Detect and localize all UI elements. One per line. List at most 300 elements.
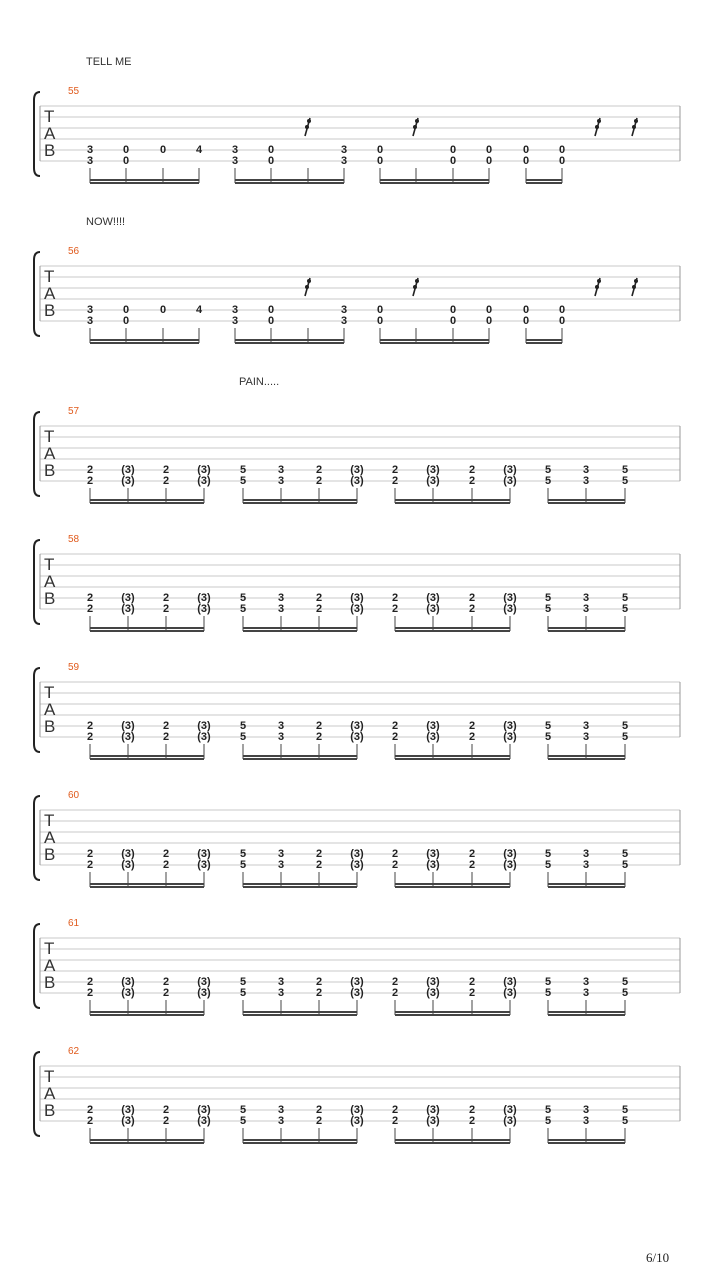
fret-number: 0 (449, 155, 457, 167)
fret-number: (3) (350, 731, 364, 743)
beam (90, 339, 199, 341)
fret-number: 2 (468, 475, 476, 487)
fret-number: 0 (522, 155, 530, 167)
beam (90, 1011, 204, 1013)
fret-number: 5 (621, 475, 629, 487)
fret-number: (3) (503, 1104, 517, 1116)
system-brace (34, 668, 40, 752)
fret-number: 0 (485, 144, 493, 156)
beam (90, 179, 199, 181)
fret-number: 2 (162, 859, 170, 871)
fret-number: 0 (376, 315, 384, 327)
fret-number: (3) (503, 1115, 517, 1127)
fret-number: (3) (503, 720, 517, 732)
fret-number: (3) (121, 464, 135, 476)
beam (395, 1139, 510, 1141)
fret-number: 3 (231, 315, 239, 327)
fret-number: (3) (121, 859, 135, 871)
fret-number: 0 (122, 144, 130, 156)
fret-number: (3) (121, 603, 135, 615)
fret-number: 3 (231, 304, 239, 316)
fret-number: (3) (503, 603, 517, 615)
fret-number: 3 (277, 731, 285, 743)
fret-number: (3) (503, 475, 517, 487)
fret-number: (3) (197, 603, 211, 615)
beam (243, 758, 357, 760)
fret-number: 0 (376, 144, 384, 156)
fret-number: 2 (315, 603, 323, 615)
beam (380, 182, 489, 184)
beam (548, 1139, 625, 1141)
fret-number: 4 (195, 144, 203, 156)
fret-number: 2 (315, 1115, 323, 1127)
beam (548, 758, 625, 760)
fret-number: 3 (582, 976, 590, 988)
fret-number: 2 (315, 859, 323, 871)
fret-number: (3) (121, 976, 135, 988)
fret-number: 0 (449, 304, 457, 316)
fret-number: (3) (121, 987, 135, 999)
beam (548, 886, 625, 888)
fret-number: 2 (391, 603, 399, 615)
beam (235, 342, 344, 344)
fret-number: 0 (267, 315, 275, 327)
tab-clef-letter: B (44, 973, 56, 992)
fret-number: 0 (522, 315, 530, 327)
rest-symbol (413, 285, 417, 289)
fret-number: 3 (277, 592, 285, 604)
fret-number: 5 (239, 976, 247, 988)
fret-number: 0 (122, 315, 130, 327)
lyric-pain: PAIN..... (239, 376, 280, 388)
rest-symbol (597, 119, 601, 123)
fret-number: 0 (449, 315, 457, 327)
beam (395, 883, 510, 885)
fret-number: 2 (162, 1104, 170, 1116)
beam (395, 758, 510, 760)
fret-number: (3) (197, 848, 211, 860)
fret-number: 3 (582, 464, 590, 476)
rest-symbol (597, 279, 601, 283)
fret-number: 5 (621, 464, 629, 476)
fret-number: 5 (544, 592, 552, 604)
fret-number: 0 (558, 155, 566, 167)
beam (90, 342, 199, 344)
beam (548, 1142, 625, 1144)
fret-number: 3 (582, 731, 590, 743)
beam (243, 883, 357, 885)
fret-number: (3) (426, 720, 440, 732)
rest-symbol (632, 125, 636, 129)
beam (395, 1142, 510, 1144)
fret-number: (3) (350, 987, 364, 999)
fret-number: (3) (121, 848, 135, 860)
page-number: 6/10 (646, 1250, 670, 1265)
fret-number: 2 (468, 1115, 476, 1127)
tab-clef-letter: T (44, 555, 55, 574)
fret-number: 2 (391, 987, 399, 999)
fret-number: 0 (485, 315, 493, 327)
fret-number: (3) (426, 848, 440, 860)
system-brace (34, 252, 40, 336)
fret-number: (3) (121, 592, 135, 604)
beam (90, 1139, 204, 1141)
system-brace (34, 796, 40, 880)
fret-number: (3) (503, 987, 517, 999)
rest-symbol (305, 285, 309, 289)
fret-number: 2 (315, 848, 323, 860)
fret-number: 2 (315, 720, 323, 732)
beam (548, 1011, 625, 1013)
system-brace (34, 924, 40, 1008)
fret-number: (3) (350, 720, 364, 732)
fret-number: (3) (350, 976, 364, 988)
fret-number: (3) (197, 859, 211, 871)
measure-number: 62 (68, 1046, 80, 1057)
tab-clef-letter: B (44, 589, 56, 608)
tab-clef-letter: T (44, 107, 55, 126)
fret-number: 5 (239, 720, 247, 732)
fret-number: 5 (239, 592, 247, 604)
fret-number: (3) (350, 603, 364, 615)
fret-number: 2 (162, 848, 170, 860)
tab-clef-letter: T (44, 939, 55, 958)
fret-number: (3) (426, 987, 440, 999)
fret-number: 5 (239, 731, 247, 743)
fret-number: 2 (468, 464, 476, 476)
fret-number: 0 (122, 304, 130, 316)
beam (548, 630, 625, 632)
beam (90, 755, 204, 757)
fret-number: 2 (315, 592, 323, 604)
fret-number: 2 (162, 976, 170, 988)
beam (526, 342, 562, 344)
fret-number: (3) (197, 1115, 211, 1127)
beam (243, 627, 357, 629)
beam (526, 339, 562, 341)
fret-number: 5 (544, 976, 552, 988)
fret-number: 2 (315, 464, 323, 476)
fret-number: 2 (468, 731, 476, 743)
beam (243, 1142, 357, 1144)
fret-number: 0 (522, 144, 530, 156)
beam (243, 1014, 357, 1016)
tab-clef-letter: A (44, 700, 56, 719)
rest-symbol (595, 125, 599, 129)
tab-clef-letter: B (44, 461, 56, 480)
fret-number: 3 (582, 987, 590, 999)
fret-number: (3) (350, 848, 364, 860)
fret-number: (3) (503, 731, 517, 743)
fret-number: 2 (391, 464, 399, 476)
fret-number: 3 (277, 987, 285, 999)
beam (90, 758, 204, 760)
tab-clef-letter: A (44, 284, 56, 303)
fret-number: 5 (239, 464, 247, 476)
measure-number: 56 (68, 246, 80, 257)
fret-number: 2 (391, 859, 399, 871)
rest-symbol (415, 119, 419, 123)
fret-number: (3) (503, 976, 517, 988)
rest-symbol (415, 279, 419, 283)
fret-number: (3) (121, 475, 135, 487)
fret-number: 0 (267, 155, 275, 167)
tab-clef-letter: B (44, 845, 56, 864)
fret-number: 2 (391, 731, 399, 743)
fret-number: (3) (197, 731, 211, 743)
fret-number: 5 (621, 859, 629, 871)
system-brace (34, 540, 40, 624)
rest-symbol (307, 279, 311, 283)
fret-number: (3) (426, 976, 440, 988)
beam (235, 339, 344, 341)
fret-number: (3) (350, 859, 364, 871)
fret-number: 3 (86, 144, 94, 156)
beam (380, 339, 489, 341)
fret-number: 2 (468, 976, 476, 988)
fret-number: 3 (86, 315, 94, 327)
beam (395, 502, 510, 504)
fret-number: 2 (162, 464, 170, 476)
fret-number: 3 (277, 720, 285, 732)
system-brace (34, 1052, 40, 1136)
fret-number: 3 (277, 859, 285, 871)
fret-number: 5 (239, 848, 247, 860)
fret-number: (3) (197, 475, 211, 487)
fret-number: 2 (315, 475, 323, 487)
tab-clef-letter: A (44, 956, 56, 975)
tab-clef-letter: B (44, 301, 56, 320)
fret-number: 5 (544, 987, 552, 999)
fret-number: 3 (277, 976, 285, 988)
fret-number: 5 (544, 475, 552, 487)
fret-number: 2 (86, 731, 94, 743)
tab-clef-letter: A (44, 444, 56, 463)
fret-number: 3 (231, 144, 239, 156)
beam (526, 179, 562, 181)
beam (395, 755, 510, 757)
fret-number: 5 (544, 1104, 552, 1116)
fret-number: 5 (239, 1115, 247, 1127)
measure-number: 58 (68, 534, 80, 545)
fret-number: (3) (350, 464, 364, 476)
fret-number: 2 (86, 859, 94, 871)
fret-number: 5 (621, 731, 629, 743)
fret-number: 0 (159, 304, 167, 316)
fret-number: 2 (86, 475, 94, 487)
beam (90, 182, 199, 184)
fret-number: 2 (468, 720, 476, 732)
fret-number: 5 (544, 603, 552, 615)
fret-number: 5 (621, 1115, 629, 1127)
fret-number: 3 (340, 315, 348, 327)
fret-number: 2 (468, 848, 476, 860)
beam (90, 630, 204, 632)
rest-symbol (413, 125, 417, 129)
fret-number: 2 (86, 720, 94, 732)
rest-symbol (305, 125, 309, 129)
beam (395, 627, 510, 629)
fret-number: (3) (350, 1104, 364, 1116)
fret-number: 3 (582, 720, 590, 732)
fret-number: 2 (86, 603, 94, 615)
beam (548, 883, 625, 885)
fret-number: (3) (197, 592, 211, 604)
beam (235, 182, 344, 184)
measure-number: 59 (68, 662, 80, 673)
fret-number: 2 (391, 720, 399, 732)
rest-symbol (307, 119, 311, 123)
fret-number: (3) (197, 1104, 211, 1116)
fret-number: 2 (162, 1115, 170, 1127)
fret-number: 3 (340, 155, 348, 167)
beam (548, 499, 625, 501)
fret-number: (3) (503, 464, 517, 476)
fret-number: (3) (350, 475, 364, 487)
fret-number: 5 (544, 464, 552, 476)
fret-number: 2 (315, 987, 323, 999)
fret-number: 5 (621, 592, 629, 604)
fret-number: (3) (426, 592, 440, 604)
fret-number: 3 (340, 304, 348, 316)
fret-number: 2 (162, 987, 170, 999)
beam (243, 886, 357, 888)
beam (90, 1014, 204, 1016)
beam (243, 499, 357, 501)
beam (90, 627, 204, 629)
fret-number: 5 (621, 603, 629, 615)
fret-number: (3) (350, 1115, 364, 1127)
fret-number: 0 (376, 155, 384, 167)
beam (243, 1139, 357, 1141)
beam (548, 755, 625, 757)
fret-number: 2 (391, 592, 399, 604)
beam (395, 630, 510, 632)
fret-number: 0 (558, 315, 566, 327)
fret-number: (3) (503, 859, 517, 871)
tab-clef-letter: T (44, 267, 55, 286)
beam (235, 179, 344, 181)
fret-number: 2 (468, 859, 476, 871)
fret-number: (3) (426, 475, 440, 487)
fret-number: 3 (277, 1104, 285, 1116)
beam (243, 502, 357, 504)
fret-number: 0 (267, 304, 275, 316)
fret-number: 5 (544, 848, 552, 860)
fret-number: (3) (426, 731, 440, 743)
beam (548, 502, 625, 504)
fret-number: (3) (197, 987, 211, 999)
beam (395, 886, 510, 888)
fret-number: 2 (86, 848, 94, 860)
fret-number: (3) (121, 1104, 135, 1116)
fret-number: 2 (315, 976, 323, 988)
fret-number: (3) (350, 592, 364, 604)
fret-number: 3 (277, 1115, 285, 1127)
fret-number: 2 (162, 592, 170, 604)
fret-number: (3) (197, 976, 211, 988)
fret-number: 0 (376, 304, 384, 316)
fret-number: 0 (122, 155, 130, 167)
tab-clef-letter: T (44, 811, 55, 830)
fret-number: 3 (582, 1115, 590, 1127)
fret-number: 2 (162, 603, 170, 615)
beam (395, 1014, 510, 1016)
fret-number: (3) (197, 720, 211, 732)
fret-number: 2 (468, 1104, 476, 1116)
fret-number: 5 (621, 848, 629, 860)
fret-number: 5 (544, 1115, 552, 1127)
fret-number: 2 (391, 1104, 399, 1116)
lyric-tell-me: TELL ME (86, 56, 132, 68)
fret-number: 0 (267, 144, 275, 156)
tab-clef-letter: A (44, 1084, 56, 1103)
fret-number: (3) (121, 1115, 135, 1127)
fret-number: 3 (86, 155, 94, 167)
measure-number: 57 (68, 406, 80, 417)
fret-number: 3 (582, 603, 590, 615)
system-brace (34, 92, 40, 176)
fret-number: (3) (426, 464, 440, 476)
fret-number: 5 (621, 976, 629, 988)
fret-number: 5 (544, 720, 552, 732)
fret-number: 0 (522, 304, 530, 316)
fret-number: 2 (86, 976, 94, 988)
fret-number: 2 (391, 475, 399, 487)
fret-number: 3 (582, 1104, 590, 1116)
fret-number: (3) (121, 731, 135, 743)
beam (90, 883, 204, 885)
lyric-now: NOW!!!! (86, 216, 126, 228)
beam (243, 1011, 357, 1013)
fret-number: 3 (582, 848, 590, 860)
tab-clef-letter: B (44, 717, 56, 736)
fret-number: 2 (468, 603, 476, 615)
fret-number: 2 (86, 1115, 94, 1127)
rest-symbol (595, 285, 599, 289)
fret-number: 3 (277, 464, 285, 476)
fret-number: (3) (426, 603, 440, 615)
fret-number: 2 (86, 464, 94, 476)
fret-number: (3) (503, 592, 517, 604)
beam (380, 179, 489, 181)
fret-number: 2 (391, 848, 399, 860)
fret-number: 2 (391, 976, 399, 988)
fret-number: 5 (239, 1104, 247, 1116)
tab-clef-letter: A (44, 124, 56, 143)
fret-number: 5 (239, 987, 247, 999)
fret-number: 2 (86, 987, 94, 999)
beam (526, 182, 562, 184)
fret-number: 5 (544, 859, 552, 871)
fret-number: 3 (277, 603, 285, 615)
fret-number: 2 (86, 1104, 94, 1116)
beam (395, 499, 510, 501)
tab-clef-letter: T (44, 683, 55, 702)
fret-number: 5 (544, 731, 552, 743)
fret-number: 3 (277, 475, 285, 487)
fret-number: 0 (558, 144, 566, 156)
beam (395, 1011, 510, 1013)
fret-number: 5 (239, 603, 247, 615)
fret-number: 3 (582, 592, 590, 604)
fret-number: 5 (239, 475, 247, 487)
rest-symbol (634, 279, 638, 283)
fret-number: (3) (197, 464, 211, 476)
fret-number: (3) (426, 1104, 440, 1116)
beam (90, 886, 204, 888)
beam (380, 342, 489, 344)
